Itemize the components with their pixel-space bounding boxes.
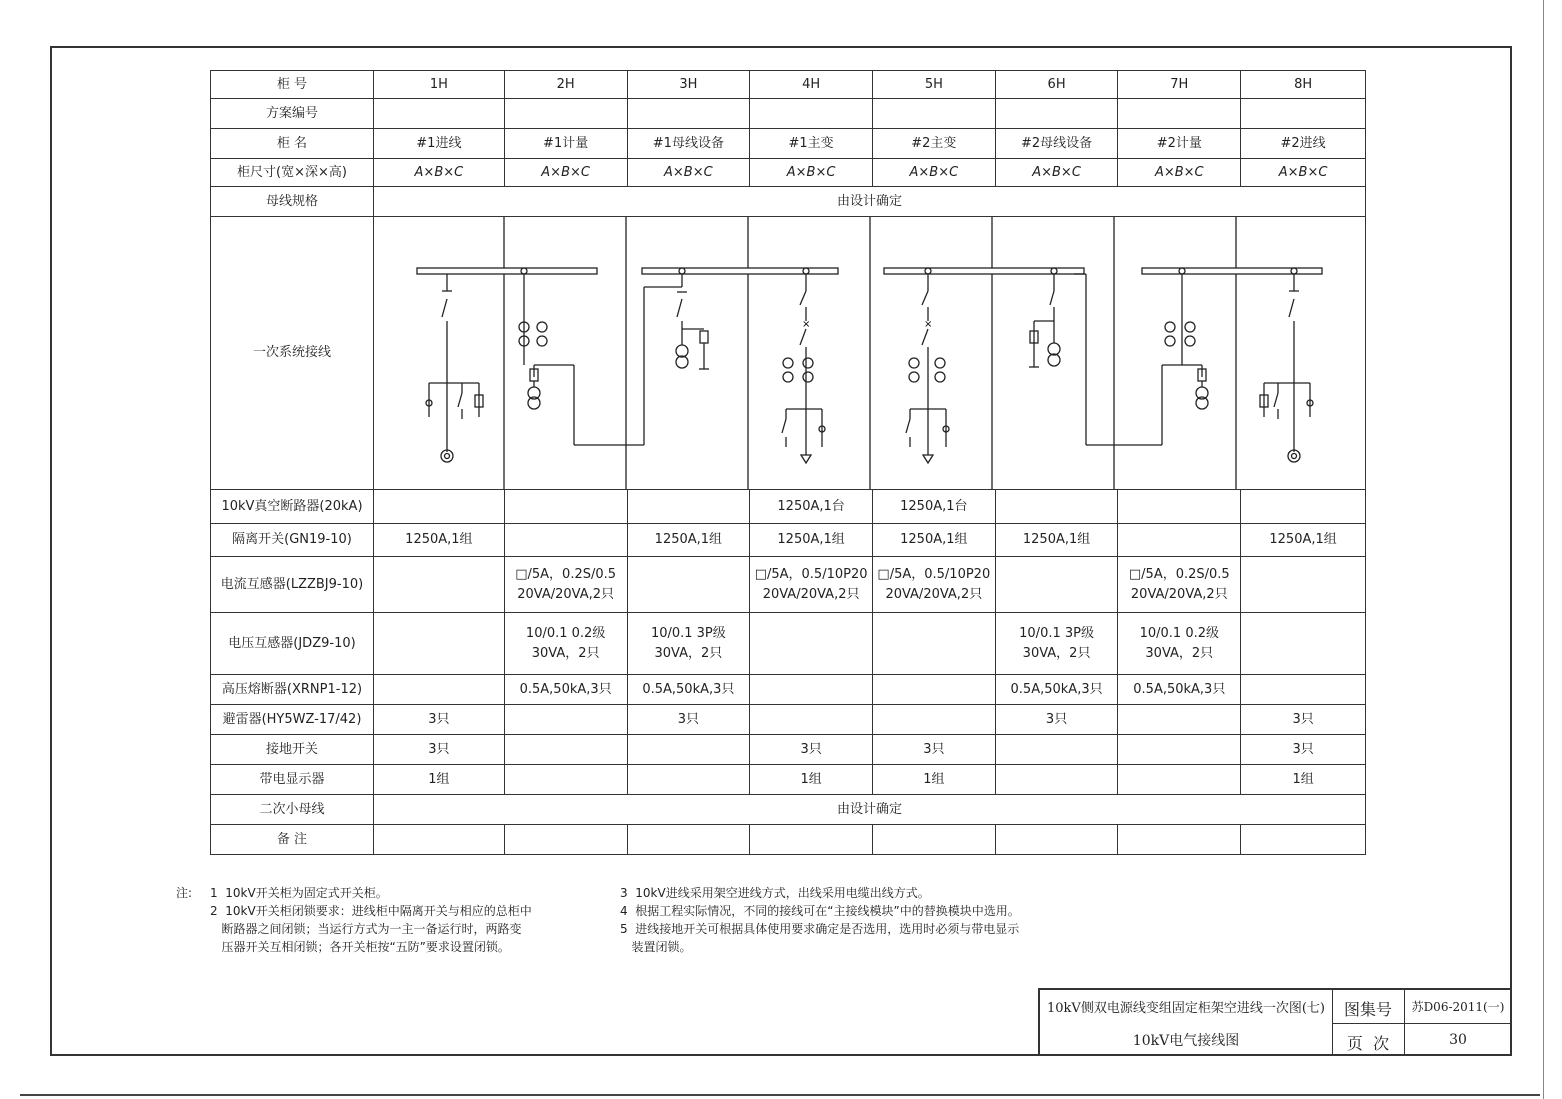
notes-left xyxy=(210,884,532,956)
cabinet-no-cell: 4H xyxy=(750,71,873,99)
row-live-indicator xyxy=(211,765,1366,795)
ct-cell xyxy=(1241,557,1366,613)
row-fuse xyxy=(211,675,1366,705)
size-cell: A×B×C xyxy=(1118,159,1241,187)
secondary-bus-value: 由设计确定 xyxy=(373,795,1365,825)
busbar-spec-value: 由设计确定 xyxy=(373,187,1365,217)
note-line: 5 进线接地开关可根据具体使用要求确定是否选用，选用时必须与带电显示 xyxy=(620,922,1020,936)
size-cell: A×B×C xyxy=(373,159,504,187)
breaker-cell xyxy=(373,490,504,524)
live-indicator-cell xyxy=(627,765,750,795)
row-cabinet-name xyxy=(211,129,1366,159)
label-arrester: 避雷器(HY5WZ-17/42) xyxy=(211,705,374,735)
wiring-3h xyxy=(626,268,709,445)
label-primary-wiring: 一次系统接线 xyxy=(211,217,374,490)
cabinet-no-cell: 2H xyxy=(504,71,627,99)
arrester-cell: 3只 xyxy=(627,705,750,735)
row-secondary-bus xyxy=(211,795,1366,825)
atlas-label: 图集号 xyxy=(1343,1000,1392,1019)
page-label: 页 次 xyxy=(1346,1034,1390,1053)
size-cell: A×B×C xyxy=(627,159,750,187)
arrester-cell xyxy=(1118,705,1241,735)
notes-prefix: 注: xyxy=(176,886,193,900)
disconnector-cell: 1250A,1组 xyxy=(872,524,995,557)
row-busbar-spec xyxy=(211,187,1366,217)
busbar-section-3 xyxy=(884,268,1084,274)
breaker-cell: 1250A,1台 xyxy=(872,490,995,524)
fuse-cell xyxy=(373,675,504,705)
wiring-4h xyxy=(782,268,825,463)
scan-edge-line xyxy=(1543,0,1544,1099)
disconnector-cell xyxy=(504,524,627,557)
earth-switch-cell xyxy=(504,735,627,765)
title-block xyxy=(1038,988,1512,1056)
disconnector-cell: 1250A,1组 xyxy=(750,524,873,557)
earth-switch-cell: 3只 xyxy=(872,735,995,765)
vt-cell xyxy=(373,613,504,675)
drawing-title: 10kV侧双电源线变组固定柜架空进线一次图(七) xyxy=(1047,1001,1325,1016)
size-cell: A×B×C xyxy=(995,159,1118,187)
label-secondary-bus: 二次小母线 xyxy=(211,795,374,825)
label-live-indicator: 带电显示器 xyxy=(211,765,374,795)
earth-switch-cell xyxy=(1118,735,1241,765)
cabinet-name-cell: #1进线 xyxy=(373,129,504,159)
arrester-cell xyxy=(872,705,995,735)
svg-text:×: × xyxy=(923,319,933,330)
ct-cell: □/5A，0.5/10P20 20VA/20VA,2只 xyxy=(750,557,873,613)
note-line: 压器开关互相闭锁；各开关柜按“五防”要求设置闭锁。 xyxy=(210,940,510,954)
note-line: 2 10kV开关柜闭锁要求：进线柜中隔离开关与相应的总柜中 xyxy=(210,904,532,918)
note-line: 1 10kV开关柜为固定式开关柜。 xyxy=(210,886,388,900)
breaker-cell xyxy=(627,490,750,524)
wiring-5h xyxy=(906,268,949,463)
earth-switch-cell: 3只 xyxy=(750,735,873,765)
live-indicator-cell: 1组 xyxy=(750,765,873,795)
page-number: 30 xyxy=(1449,1032,1467,1048)
notes-right xyxy=(620,884,1020,956)
wiring-2h xyxy=(519,268,626,445)
fuse-cell: 0.5A,50kA,3只 xyxy=(995,675,1118,705)
row-vt xyxy=(211,613,1366,675)
live-indicator-cell xyxy=(1118,765,1241,795)
cabinet-name-cell: #1计量 xyxy=(504,129,627,159)
vt-cell: 10/0.1 3P级 30VA，2只 xyxy=(627,613,750,675)
breaker-cell xyxy=(995,490,1118,524)
cabinet-name-cell: #2进线 xyxy=(1241,129,1366,159)
label-cabinet-no: 柜 号 xyxy=(211,71,374,99)
wiring-7h xyxy=(1162,268,1208,445)
size-cell: A×B×C xyxy=(872,159,995,187)
cabinet-no-cell: 8H xyxy=(1241,71,1366,99)
ct-cell: □/5A，0.2S/0.5 20VA/20VA,2只 xyxy=(1118,557,1241,613)
breaker-cell xyxy=(1241,490,1366,524)
vt-cell xyxy=(1241,613,1366,675)
cabinet-no-cell: 3H xyxy=(627,71,750,99)
switchgear-table xyxy=(210,70,1366,855)
row-breaker xyxy=(211,490,1366,524)
disconnector-cell xyxy=(1118,524,1241,557)
label-breaker: 10kV真空断路器(20kA) xyxy=(211,490,374,524)
cabinet-no-cell: 5H xyxy=(872,71,995,99)
label-fuse: 高压熔断器(XRNP1-12) xyxy=(211,675,374,705)
live-indicator-cell: 1组 xyxy=(373,765,504,795)
fuse-cell: 0.5A,50kA,3只 xyxy=(1118,675,1241,705)
vt-cell xyxy=(872,613,995,675)
cabinet-no-cell: 1H xyxy=(373,71,504,99)
ct-cell xyxy=(995,557,1118,613)
drawing-subtitle: 10kV电气接线图 xyxy=(1132,1033,1240,1049)
label-earth-switch: 接地开关 xyxy=(211,735,374,765)
size-cell: A×B×C xyxy=(1241,159,1366,187)
ct-cell: □/5A，0.5/10P20 20VA/20VA,2只 xyxy=(872,557,995,613)
fuse-cell: 0.5A,50kA,3只 xyxy=(504,675,627,705)
breaker-cell xyxy=(1118,490,1241,524)
vt-cell: 10/0.1 3P级 30VA，2只 xyxy=(995,613,1118,675)
busbar-section-4 xyxy=(1142,268,1322,274)
note-line: 4 根据工程实际情况，不同的接线可在“主接线模块”中的替换模块中选用。 xyxy=(620,904,1020,918)
row-primary-wiring xyxy=(211,217,1366,490)
cabinet-no-cell: 6H xyxy=(995,71,1118,99)
row-remarks xyxy=(211,825,1366,855)
note-line: 断路器之间闭锁；当运行方式为一主一备运行时，两路变 xyxy=(210,922,522,936)
label-vt: 电压互感器(JDZ9-10) xyxy=(211,613,374,675)
row-earth-switch xyxy=(211,735,1366,765)
label-scheme-no: 方案编号 xyxy=(211,99,374,129)
wiring-6h xyxy=(1029,268,1162,445)
note-line: 装置闭锁。 xyxy=(620,940,692,954)
fuse-cell: 0.5A,50kA,3只 xyxy=(627,675,750,705)
cabinet-name-cell: #1主变 xyxy=(750,129,873,159)
disconnector-cell: 1250A,1组 xyxy=(627,524,750,557)
live-indicator-cell xyxy=(504,765,627,795)
breaker-cell: 1250A,1台 xyxy=(750,490,873,524)
diagram-column-lines xyxy=(504,217,1236,489)
size-cell: A×B×C xyxy=(750,159,873,187)
live-indicator-cell: 1组 xyxy=(1241,765,1366,795)
earth-switch-cell: 3只 xyxy=(1241,735,1366,765)
atlas-number: 苏D06-2011(一) xyxy=(1411,1000,1505,1014)
label-remarks: 备 注 xyxy=(211,825,374,855)
cabinet-name-cell: #2计量 xyxy=(1118,129,1241,159)
svg-text:×: × xyxy=(801,319,811,330)
vt-cell: 10/0.1 0.2级 30VA，2只 xyxy=(1118,613,1241,675)
arrester-cell: 3只 xyxy=(1241,705,1366,735)
cabinet-no-cell: 7H xyxy=(1118,71,1241,99)
row-ct xyxy=(211,557,1366,613)
label-cabinet-size: 柜尺寸(宽×深×高) xyxy=(211,159,374,187)
note-line: 3 10kV进线采用架空进线方式，出线采用电缆出线方式。 xyxy=(620,886,930,900)
ct-cell xyxy=(373,557,504,613)
wiring-8h xyxy=(1260,268,1313,462)
live-indicator-cell: 1组 xyxy=(872,765,995,795)
label-disconnector: 隔离开关(GN19-10) xyxy=(211,524,374,557)
label-ct: 电流互感器(LZZBJ9-10) xyxy=(211,557,374,613)
wiring-1h xyxy=(426,274,483,462)
vt-cell: 10/0.1 0.2级 30VA，2只 xyxy=(504,613,627,675)
vt-cell xyxy=(750,613,873,675)
ct-cell xyxy=(627,557,750,613)
row-cabinet-size xyxy=(211,159,1366,187)
breaker-cell xyxy=(504,490,627,524)
disconnector-cell: 1250A,1组 xyxy=(373,524,504,557)
row-arrester xyxy=(211,705,1366,735)
cabinet-name-cell: #1母线设备 xyxy=(627,129,750,159)
label-cabinet-name: 柜 名 xyxy=(211,129,374,159)
fuse-cell xyxy=(750,675,873,705)
fuse-cell xyxy=(872,675,995,705)
arrester-cell: 3只 xyxy=(995,705,1118,735)
arrester-cell xyxy=(504,705,627,735)
earth-switch-cell xyxy=(995,735,1118,765)
cabinet-name-cell: #2母线设备 xyxy=(995,129,1118,159)
page-edge-line xyxy=(20,1094,1540,1096)
size-cell: A×B×C xyxy=(504,159,627,187)
earth-switch-cell: 3只 xyxy=(373,735,504,765)
label-busbar-spec: 母线规格 xyxy=(211,187,374,217)
ct-cell: □/5A，0.2S/0.5 20VA/20VA,2只 xyxy=(504,557,627,613)
single-line-diagram xyxy=(374,217,1366,489)
disconnector-cell: 1250A,1组 xyxy=(1241,524,1366,557)
earth-switch-cell xyxy=(627,735,750,765)
row-scheme-no xyxy=(211,99,1366,129)
live-indicator-cell xyxy=(995,765,1118,795)
arrester-cell xyxy=(750,705,873,735)
cabinet-name-cell: #2主变 xyxy=(872,129,995,159)
fuse-cell xyxy=(1241,675,1366,705)
arrester-cell: 3只 xyxy=(373,705,504,735)
single-line-diagram-cell xyxy=(373,217,1365,490)
row-cabinet-no xyxy=(211,71,1366,99)
disconnector-cell: 1250A,1组 xyxy=(995,524,1118,557)
row-disconnector xyxy=(211,524,1366,557)
busbar-section-1 xyxy=(417,268,597,274)
